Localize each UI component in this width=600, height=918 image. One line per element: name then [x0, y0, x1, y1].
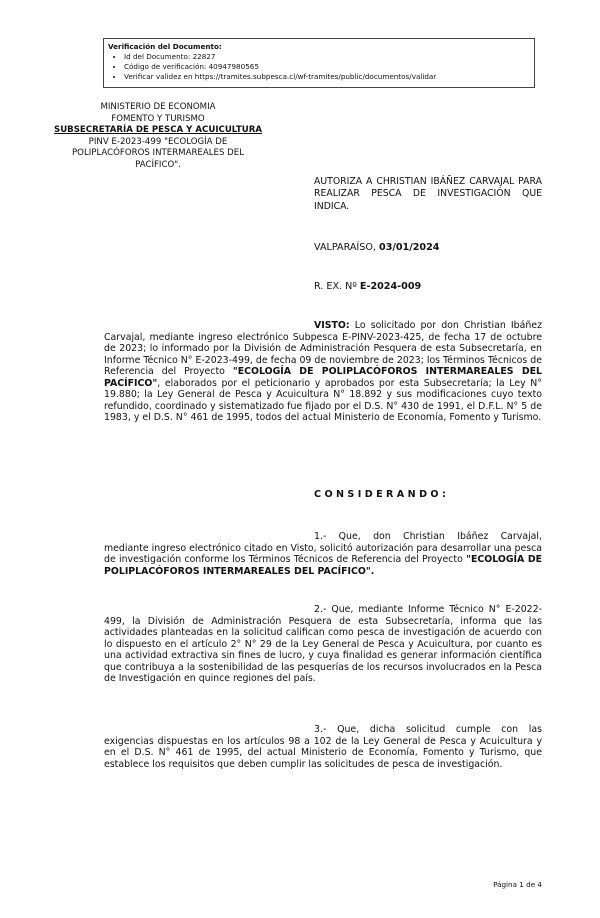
visto-label: VISTO:	[314, 320, 350, 331]
place-date	[314, 242, 439, 253]
subsecretaria-name: SUBSECRETARÍA DE PESCA Y ACUICULTURA	[54, 125, 262, 136]
visto-paragraph	[104, 320, 542, 424]
ministry-line: FOMENTO Y TURISMO	[111, 113, 205, 124]
ministry-header	[36, 102, 280, 172]
visto-text: Lo solicitado por don Christian Ibáñez Carvajal, mediante ingreso electrónico Subpesca E-PINV-2023-425, de fecha 17 de octubre de 2023; lo informado por la División de Administración Pesquera de esta Subsecretaría, en Informe Técnico N° E-2023-499, de fecha 09 de noviembre de 2023; los Términos Técnicos de Referencia del Proyecto	[104, 320, 542, 377]
verification-box	[103, 38, 535, 88]
pinv-reference: PINV E-2023-499 "ECOLOGÍA DE	[88, 136, 228, 147]
resolution-number	[314, 281, 421, 292]
resolution-number-label: R. EX. Nº	[314, 281, 357, 292]
place: VALPARAÍSO,	[314, 242, 376, 253]
ministry-line: MINISTERIO DE ECONOMIA	[100, 102, 216, 112]
verification-title: Verificación del Documento:	[108, 42, 222, 51]
resolution-title: AUTORIZA A CHRISTIAN IBÁÑEZ CARVAJAL PARA REALIZAR PESCA DE INVESTIGACIÓN QUE INDICA.	[314, 176, 542, 212]
resolution-number-value: E-2024-009	[359, 281, 422, 292]
pinv-reference: PACÍFICO".	[135, 159, 181, 170]
considerando-paragraph-1	[104, 531, 542, 577]
visto-text: , elaborados por el peticionario y aprobados por esta Subsecretaría; la Ley N° 19.880; la Ley General de Pesca y Acuicultura N° 18.892 y sus modificaciones cuyo texto refundido, coordinado y sistematizado fue fijado por el D.S. N° 430 de 1991, el D.F.L. N° 5 de 1983, y el D.S. N° 461 de 1995, todos del actual Ministerio de Economía, Fomento y Turismo.	[104, 377, 542, 423]
page-number: Página 1 de 4	[493, 880, 542, 889]
paragraph-text: 3.- Que, dicha solicitud cumple con las exigencias dispuestas en los artículos 98 a 102 de la Ley General de Pesca y Acuicultura y en el D.S. N° 461 de 1995, del actual Ministerio de Economía, Fomento y Turismo, que establece los requisitos que deben cumplir las solicitudes de pesca de investigación.	[104, 724, 542, 770]
verification-list	[104, 52, 534, 82]
pinv-reference: POLIPLACÓFOROS INTERMAREALES DEL	[72, 148, 244, 159]
verification-document-id: • Id del Documento: 22827	[124, 52, 534, 62]
paragraph-text: 2.- Que, mediante Informe Técnico N° E-2022-499, la División de Administración Pesquera de esta Subsecretaría, informa que las actividades planteadas en la solicitud califican como pesca de investigación de acuerdo con lo dispuesto en el artículo 2° N° 29 de la Ley General de Pesca y Acuicultura, por cuanto es una actividad extractiva sin fines de lucro, y cuya finalidad es generar información científica que contribuya a la sostenibilidad de las pesquerías de los recursos involucrados en la Pesca de Investigación en quince regiones del país.	[104, 604, 542, 684]
verification-url[interactable]: • Verificar validez en https://tramites.subpesca.cl/wf-tramites/public/documentos/validar	[124, 72, 534, 82]
paragraph-text: 1.- Que, don Christian Ibáñez Carvajal, mediante ingreso electrónico citado en Visto, solicitó autorización para desarrollar una pesca de investigación conforme los Términos Técnicos de Referencia del Proyecto	[104, 531, 542, 565]
date: 03/01/2024	[379, 242, 440, 253]
considerando-heading: CONSIDERANDO:	[314, 489, 450, 500]
considerando-paragraph-2	[104, 604, 542, 685]
considerando-paragraph-3	[104, 724, 542, 770]
verification-code: • Código de verificación: 40947980565	[124, 62, 534, 72]
project-name: "ECOLOGÍA DE POLIPLACÓFOROS INTERMAREALES DEL PACÍFICO".	[104, 554, 542, 577]
project-name: "ECOLOGÍA DE POLIPLACÓFOROS INTERMAREALES DEL PACÍFICO"	[104, 366, 542, 389]
